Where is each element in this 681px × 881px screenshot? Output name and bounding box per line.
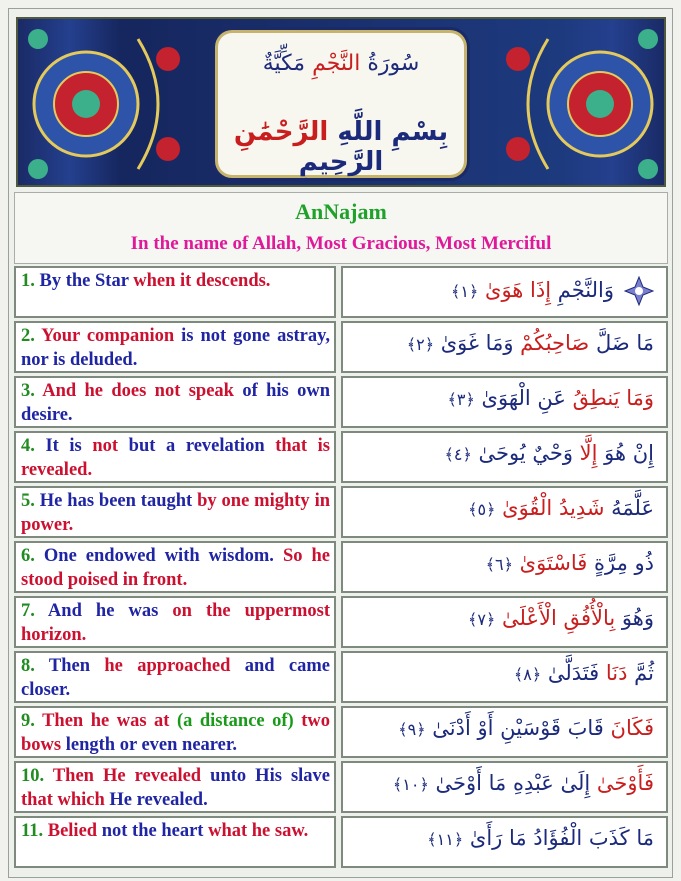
ornamental-banner [16, 17, 666, 187]
verse-number-arabic: ﴿٢﴾ [406, 335, 435, 354]
verse-number: 8. [21, 656, 49, 676]
verse-english [14, 651, 336, 703]
star-ornament-icon [624, 276, 654, 306]
verse-row [14, 706, 668, 758]
verse-number-arabic: ﴿٩﴾ [398, 720, 426, 739]
verse-arabic [341, 266, 668, 318]
verse-english [14, 266, 336, 318]
verse-number-arabic: ﴿١١﴾ [427, 830, 464, 849]
verse-english-segment: on the uppermost horizon. [21, 601, 330, 645]
verse-row [14, 321, 668, 373]
title-block [14, 192, 668, 264]
verse-arabic-segment: إِلَّا [572, 441, 598, 465]
verse-arabic [341, 761, 668, 813]
verse-arabic-segment: الْفُؤَادُ مَا رَأَىٰ [463, 826, 583, 850]
verse-arabic-segment: فَاسْتَوَىٰ [512, 551, 588, 575]
verse-number: 2. [21, 326, 42, 346]
verse-number: 9. [21, 711, 43, 731]
verse-english-segment: Your companion [41, 326, 175, 346]
verse-english [14, 486, 336, 538]
surah-title: AnNajam [295, 199, 387, 224]
verse-arabic-segment: مَا كَذَبَ [582, 826, 654, 850]
verse-number-arabic: ﴿٣﴾ [447, 390, 475, 409]
verse-arabic-segment: ذُو مِرَّةٍ [587, 551, 654, 575]
verse-english-segment: And he was [47, 601, 173, 621]
verse-number-arabic: ﴿٦﴾ [485, 555, 513, 574]
verse-english-segment: when it descends. [128, 271, 271, 291]
verse-arabic [341, 541, 668, 593]
verse-arabic-segment: عَلَّمَهُ [604, 496, 654, 520]
verses-table [14, 266, 668, 871]
verse-number: 6. [21, 546, 44, 566]
verse-english-segment: not [92, 436, 119, 456]
verse-arabic-segment: فَأَوْحَىٰ [590, 771, 654, 795]
verse-number: 4. [21, 436, 46, 456]
verse-english-segment: that is revealed. [21, 436, 330, 480]
verse-english [14, 431, 336, 483]
verse-english [14, 596, 336, 648]
verse-arabic-segment: وَهُوَ [615, 606, 654, 630]
verse-english-segment: unto His slave [201, 766, 331, 786]
verse-english-segment: By the Star [39, 271, 129, 291]
verse-english-segment: by one mighty in power. [21, 491, 331, 535]
verse-number-arabic: ﴿٤﴾ [444, 445, 472, 464]
verse-arabic [341, 486, 668, 538]
verse-number: 3. [21, 381, 43, 401]
verse-arabic-segment: إِنْ هُوَ [597, 441, 654, 465]
verse-number: 1. [21, 271, 40, 291]
verse-number-arabic: ﴿١﴾ [451, 282, 479, 301]
verse-row [14, 816, 668, 868]
verse-english [14, 706, 336, 758]
verse-row [14, 541, 668, 593]
verse-number: 11. [21, 821, 48, 841]
verse-arabic [341, 706, 668, 758]
verse-arabic [341, 376, 668, 428]
bismillah-arabic: بِسْمِ اللَّهِ الرَّحْمَٰنِ الرَّحِيمِ [233, 117, 449, 177]
verse-arabic-segment: بِالْأُفُقِ الْأَعْلَىٰ [495, 606, 616, 630]
verse-arabic-segment: ثُمَّ [627, 661, 654, 685]
verse-arabic-segment: فَكَانَ [603, 716, 654, 740]
verse-arabic [341, 816, 668, 868]
verse-english-segment: One endowed with wisdom. [43, 546, 283, 566]
verse-english-segment: length or even nearer. [61, 735, 238, 755]
verse-arabic-segment: مَا ضَلَّ [589, 331, 654, 355]
verse-number-arabic: ﴿٨﴾ [513, 665, 542, 684]
verse-arabic-segment: دَنَا [599, 661, 628, 685]
verse-row [14, 431, 668, 483]
verse-english-segment: Belied [47, 821, 98, 841]
verse-english-segment: Then [48, 656, 105, 676]
verse-english-segment: It is [45, 436, 93, 456]
verse-row [14, 596, 668, 648]
verse-english [14, 541, 336, 593]
verse-arabic-segment: شَدِيدُ الْقُوَىٰ [495, 496, 605, 520]
verse-number-arabic: ﴿١٠﴾ [392, 775, 429, 794]
verse-arabic-segment: وَمَا غَوَىٰ [434, 331, 514, 355]
verse-english-segment: what he saw. [203, 821, 309, 841]
verse-english-segment: and came closer. [21, 656, 330, 700]
verse-english [14, 376, 336, 428]
verse-row [14, 761, 668, 813]
verse-arabic-segment: وَحْيٌ يُوحَىٰ [471, 441, 573, 465]
verse-english-segment: So he stood poised in front. [21, 546, 331, 590]
verse-english-segment: of his own desire. [21, 381, 330, 425]
banner-center-panel [218, 33, 464, 175]
verse-arabic-segment: وَالنَّجْمِ [551, 278, 614, 302]
verse-arabic-segment: عَنِ الْهَوَىٰ [474, 386, 566, 410]
verse-number: 7. [21, 601, 48, 621]
verse-english [14, 816, 336, 868]
verse-row [14, 266, 668, 318]
verse-english [14, 321, 336, 373]
verse-arabic [341, 431, 668, 483]
verse-row [14, 486, 668, 538]
verse-number-arabic: ﴿٥﴾ [468, 500, 496, 519]
verse-number-arabic: ﴿٧﴾ [467, 610, 496, 629]
verse-english-segment: Then He revealed [52, 766, 202, 786]
verse-english-segment: not [97, 821, 133, 841]
verse-english-segment: is not gone astray, nor is deluded. [21, 326, 330, 370]
verse-english [14, 761, 336, 813]
verse-arabic [341, 596, 668, 648]
verse-arabic [341, 651, 668, 703]
verse-arabic-segment: فَتَدَلَّىٰ [541, 661, 600, 685]
verse-english-segment: He revealed. [104, 790, 208, 810]
verse-english-segment: two bows [21, 711, 330, 755]
verse-english-segment: that which [21, 790, 105, 810]
verse-arabic-segment: صَاحِبُكُمْ [513, 331, 590, 355]
verse-english-segment: Then he was at [42, 711, 177, 731]
verse-arabic-segment: وَمَا يَنطِقُ [565, 386, 654, 410]
verse-row [14, 376, 668, 428]
verse-number: 10. [21, 766, 53, 786]
verse-arabic [341, 321, 668, 373]
surah-name-arabic: سُورَةُ النَّجْمِ مَكِّيَّةٌ [262, 51, 420, 76]
verse-arabic-segment: إِذَا هَوَىٰ [478, 278, 552, 302]
bismillah-translation: In the name of Allah, Most Gracious, Most Merciful [130, 233, 552, 254]
verse-number: 5. [21, 491, 40, 511]
verse-english-segment: (a distance of) [176, 711, 294, 731]
verse-row [14, 651, 668, 703]
verse-arabic-segment: قَابَ قَوْسَيْنِ أَوْ أَدْنَىٰ [425, 716, 604, 740]
verse-english-segment: the heart [132, 821, 204, 841]
verse-english-segment: And he does not speak [42, 381, 234, 401]
verse-english-segment: He has been taught [39, 491, 198, 511]
verse-english-segment: but a revelation [118, 436, 276, 456]
verse-english-segment: he approached [104, 656, 231, 676]
verse-arabic-segment: إِلَىٰ عَبْدِهِ مَا أَوْحَىٰ [428, 771, 591, 795]
